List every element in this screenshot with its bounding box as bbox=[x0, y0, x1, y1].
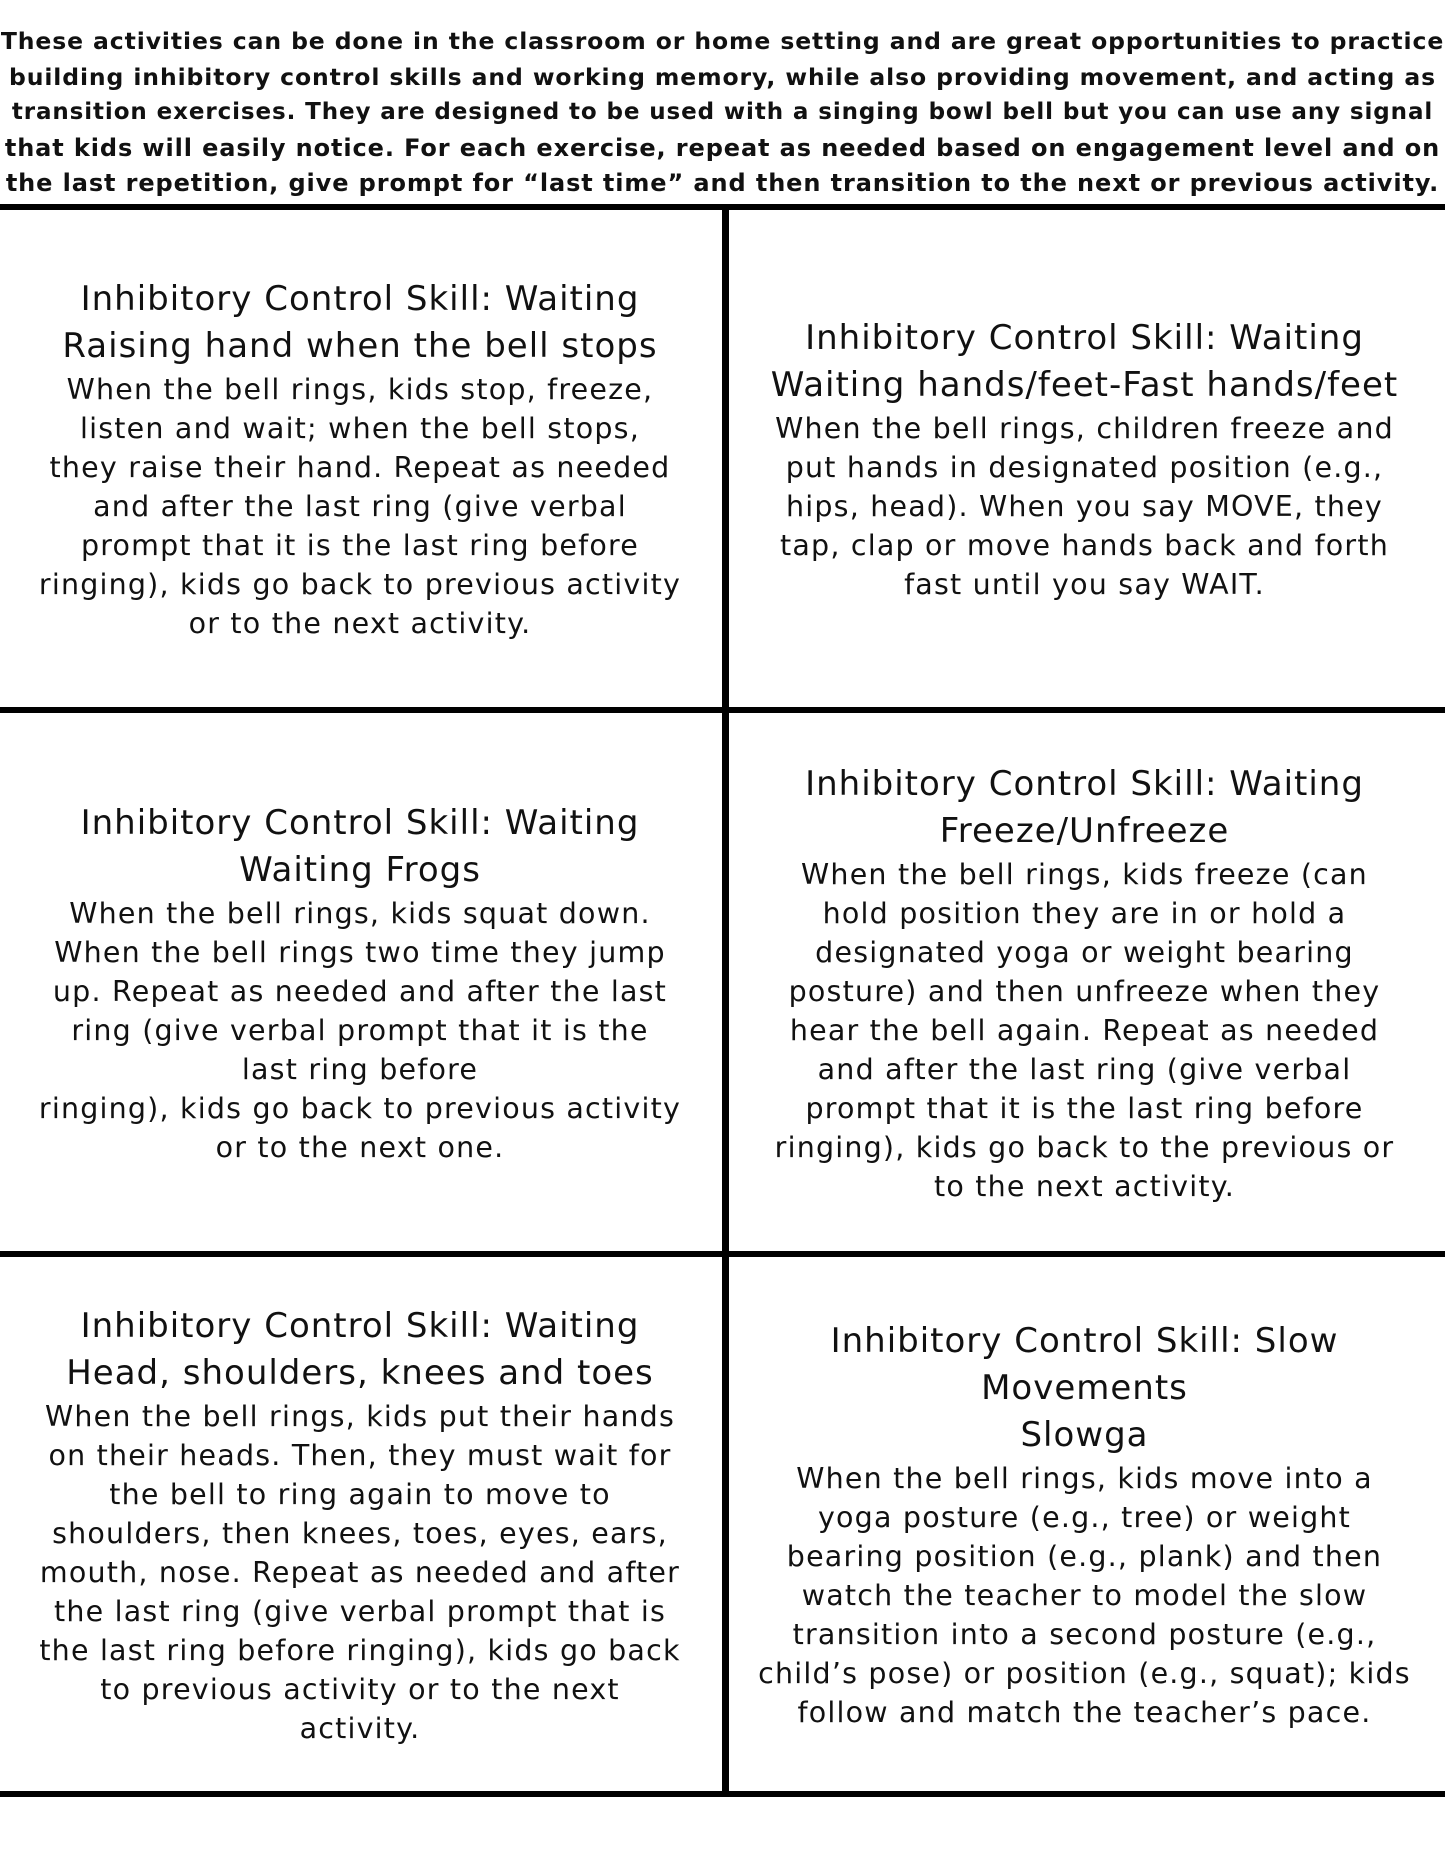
description-line: the bell to ring again to move to bbox=[109, 1477, 611, 1511]
description-line: hips, head). When you say MOVE, they bbox=[786, 489, 1383, 523]
description-line: to previous activity or to the next bbox=[100, 1672, 620, 1706]
description-line: last ring before bbox=[241, 1052, 479, 1086]
intro-paragraph bbox=[0, 24, 1445, 202]
description-line: When the bell rings, kids squat down. bbox=[69, 896, 651, 930]
activity-name: Raising hand when the bell stops bbox=[62, 325, 658, 366]
description-line: ring (give verbal prompt that it is the bbox=[71, 1013, 649, 1047]
description-line: listen and wait; when the bell stops, bbox=[80, 411, 640, 445]
description-line: child’s pose) or position (e.g., squat); kids bbox=[758, 1657, 1411, 1690]
description-line: they raise their hand. Repeat as needed bbox=[49, 450, 671, 484]
activity-title bbox=[81, 800, 640, 894]
description-line: When the bell rings, kids freeze (can bbox=[801, 857, 1368, 891]
description-line: mouth, nose. Repeat as needed and after bbox=[39, 1555, 681, 1589]
description-line: hear the bell again. Repeat as needed bbox=[789, 1013, 1380, 1047]
description-line: yoga posture (e.g., tree) or weight bbox=[817, 1501, 1351, 1534]
activity-card-raising-hand bbox=[20, 212, 700, 706]
description-line: When the bell rings, children freeze and bbox=[775, 411, 1394, 445]
activity-title bbox=[805, 761, 1364, 855]
activity-title bbox=[62, 276, 657, 370]
description-line: the last ring before ringing), kids go back bbox=[39, 1633, 681, 1667]
intro-line: building inhibitory control skills and working memory, while also providing movement, and acting as bbox=[8, 62, 1437, 91]
activity-card-waiting-frogs bbox=[20, 716, 700, 1250]
activity-name: Waiting hands/feet-Fast hands/feet bbox=[770, 364, 1399, 405]
activity-card-waiting-hands bbox=[742, 212, 1427, 706]
activity-skill-heading: Inhibitory Control Skill: Slow bbox=[830, 1321, 1339, 1361]
activity-description bbox=[758, 1459, 1411, 1732]
description-line: When the bell rings, kids move into a bbox=[796, 1462, 1373, 1495]
description-line: bearing position (e.g., plank) and then bbox=[786, 1540, 1383, 1573]
intro-line: These activities can be done in the classroom or home setting and are great opportunities to practice bbox=[0, 27, 1445, 55]
description-line: activity. bbox=[299, 1711, 421, 1745]
description-line: ringing), kids go back to the previous or bbox=[774, 1130, 1395, 1164]
activity-skill-heading: Inhibitory Control Skill: Waiting bbox=[80, 278, 640, 319]
activity-description bbox=[39, 370, 681, 643]
activity-skill-heading: Inhibitory Control Skill: Waiting bbox=[80, 1305, 640, 1346]
activity-skill-heading: Inhibitory Control Skill: Waiting bbox=[805, 317, 1364, 358]
description-line: hold position they are in or hold a bbox=[822, 896, 1347, 930]
description-line: When the bell rings two time they jump bbox=[54, 935, 666, 969]
description-line: prompt that it is the last ring before bbox=[80, 528, 640, 562]
description-line: up. Repeat as needed and after the last bbox=[52, 974, 668, 1008]
activity-description bbox=[39, 894, 681, 1167]
activity-title bbox=[831, 1318, 1339, 1459]
description-line: or to the next activity. bbox=[188, 606, 532, 640]
description-line: ringing), kids go back to previous activity bbox=[38, 1091, 682, 1125]
description-line: fast until you say WAIT. bbox=[904, 567, 1265, 601]
description-line: ringing), kids go back to previous activity bbox=[38, 567, 682, 601]
activity-description bbox=[775, 855, 1395, 1206]
description-line: designated yoga or weight bearing bbox=[815, 935, 1354, 969]
description-line: or to the next one. bbox=[215, 1130, 505, 1164]
description-line: put hands in designated position (e.g., bbox=[785, 450, 1384, 484]
description-line: When the bell rings, kids stop, freeze, bbox=[66, 372, 654, 406]
activity-name: Head, shoulders, knees and toes bbox=[66, 1352, 654, 1393]
description-line: follow and match the teacher’s pace. bbox=[797, 1696, 1372, 1729]
activity-title bbox=[771, 315, 1398, 409]
description-line: the last ring (give verbal prompt that is bbox=[54, 1594, 666, 1628]
description-line: transition into a second posture (e.g., bbox=[792, 1618, 1377, 1651]
activity-card-head-shoulders bbox=[20, 1260, 700, 1790]
activity-skill-heading: Inhibitory Control Skill: Waiting bbox=[805, 763, 1364, 804]
grid-rule-center bbox=[722, 207, 729, 1797]
intro-line: transition exercises. They are designed to be used with a singing bowl bell but you can use any signal bbox=[11, 99, 1434, 125]
activity-description bbox=[775, 409, 1394, 604]
description-line: to the next activity. bbox=[934, 1169, 1235, 1203]
description-line: watch the teacher to model the slow bbox=[801, 1579, 1368, 1612]
activity-name: Waiting Frogs bbox=[239, 849, 481, 890]
activity-name: Slowga bbox=[1020, 1415, 1149, 1455]
description-line: posture) and then unfreeze when they bbox=[788, 974, 1381, 1008]
activity-card-slowga bbox=[742, 1260, 1427, 1790]
activity-card-freeze-unfreeze bbox=[742, 716, 1427, 1250]
intro-line: that kids will easily notice. For each exercise, repeat as needed based on engagement level and on bbox=[4, 133, 1441, 162]
description-line: prompt that it is the last ring before bbox=[805, 1091, 1364, 1125]
activity-name: Freeze/Unfreeze bbox=[939, 810, 1230, 851]
description-line: shoulders, then knees, toes, eyes, ears, bbox=[52, 1516, 668, 1550]
description-line: and after the last ring (give verbal bbox=[817, 1052, 1352, 1086]
description-line: tap, clap or move hands back and forth bbox=[779, 528, 1389, 562]
intro-line: the last repetition, give prompt for “last time” and then transition to the next or previous activity. bbox=[5, 169, 1440, 197]
activity-skill-heading: Movements bbox=[981, 1368, 1188, 1408]
activity-skill-heading: Inhibitory Control Skill: Waiting bbox=[80, 802, 640, 843]
description-line: and after the last ring (give verbal bbox=[93, 489, 627, 523]
activity-description bbox=[39, 1397, 680, 1748]
description-line: When the bell rings, kids put their hands bbox=[44, 1399, 675, 1433]
description-line: on their heads. Then, they must wait for bbox=[48, 1438, 672, 1472]
activity-title bbox=[66, 1303, 654, 1397]
